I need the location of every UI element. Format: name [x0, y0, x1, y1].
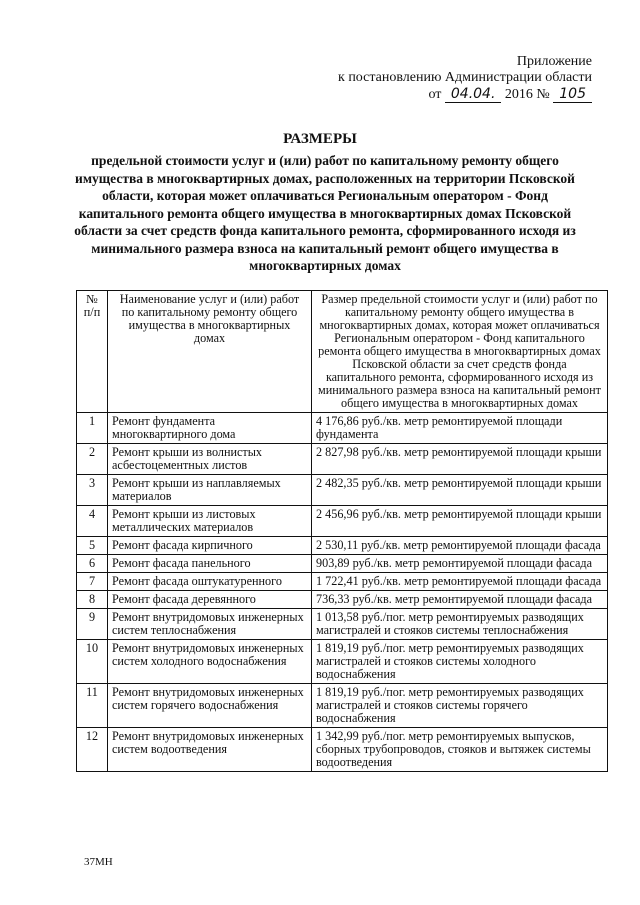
cell-name: Ремонт внутридомовых инженерных систем теплоснабжения: [108, 609, 312, 640]
year-label: 2016 №: [504, 87, 550, 102]
table-row: [77, 506, 608, 537]
cell-size: 1 819,19 руб./пог. метр ремонтируемых разводящих магистралей и стояков системы горячего водоснабжения: [312, 684, 608, 728]
cell-num: 8: [77, 591, 108, 609]
table-row: [77, 728, 608, 772]
cell-size: 1 013,58 руб./пог. метр ремонтируемых разводящих магистралей и стояков системы теплоснабжения: [312, 609, 608, 640]
cell-size: 2 827,98 руб./кв. метр ремонтируемой площади крыши: [312, 444, 608, 475]
cell-size: 736,33 руб./кв. метр ремонтируемой площади фасада: [312, 591, 608, 609]
cell-num: 7: [77, 573, 108, 591]
handwritten-date: 04.04.: [445, 86, 502, 103]
table-row: [77, 413, 608, 444]
cell-num: 12: [77, 728, 108, 772]
table-row: [77, 591, 608, 609]
table-row: [77, 444, 608, 475]
cell-num: 4: [77, 506, 108, 537]
cell-size: 4 176,86 руб./кв. метр ремонтируемой площади фундамента: [312, 413, 608, 444]
cell-name: Ремонт внутридомовых инженерных систем горячего водоснабжения: [108, 684, 312, 728]
cell-name: Ремонт фасада панельного: [108, 555, 312, 573]
cell-num: 11: [77, 684, 108, 728]
appendix-title: Приложение: [516, 54, 592, 69]
cell-num: 2: [77, 444, 108, 475]
table-row: [77, 573, 608, 591]
document-title: РАЗМЕРЫ: [283, 131, 357, 147]
date-prefix: от: [428, 87, 442, 102]
cell-num: 1: [77, 413, 108, 444]
cell-name: Ремонт крыши из волнистых асбестоцементных листов: [108, 444, 312, 475]
cell-name: Ремонт фундамента многоквартирного дома: [108, 413, 312, 444]
cell-num: 10: [77, 640, 108, 684]
cost-table: [76, 290, 608, 772]
cell-size: 1 819,19 руб./пог. метр ремонтируемых разводящих магистралей и стояков системы холодного водоснабжения: [312, 640, 608, 684]
cell-size: 2 482,35 руб./кв. метр ремонтируемой площади крыши: [312, 475, 608, 506]
cell-name: Ремонт крыши из листовых металлических материалов: [108, 506, 312, 537]
cell-size: 2 530,11 руб./кв. метр ремонтируемой площади фасада: [312, 537, 608, 555]
cell-name: Ремонт фасада деревянного: [108, 591, 312, 609]
cell-num: 6: [77, 555, 108, 573]
table-body: [77, 413, 608, 772]
header-name: Наименование услуг и (или) работ по капитальному ремонту общего имущества в многоквартирных домах: [108, 291, 312, 413]
table-header-row: [77, 291, 608, 413]
cell-size: 1 342,99 руб./пог. метр ремонтируемых выпусков, сборных трубопроводов, стояков и вытяжек системы водоотведения: [312, 728, 608, 772]
handwritten-number: 105: [553, 86, 592, 103]
table-row: [77, 609, 608, 640]
cell-num: 5: [77, 537, 108, 555]
cell-size: 1 722,41 руб./кв. метр ремонтируемой площади фасада: [312, 573, 608, 591]
cell-num: 9: [77, 609, 108, 640]
header-size: Размер предельной стоимости услуг и (или) работ по капитальному ремонту общего имущества в многоквартирных домах, которая может оплачиваться Региональным оператором - Фонд капитального ремонта общего имущества в многоквартирных домах Псковской области за счет средств фонда капитального ремонта, сформированного исходя из минимального размера взноса на капитальный ремонт общего имущества в многоквартирных домах: [312, 291, 608, 413]
cell-num: 3: [77, 475, 108, 506]
table-row: [77, 537, 608, 555]
cell-size: 903,89 руб./кв. метр ремонтируемой площади фасада: [312, 555, 608, 573]
cell-name: Ремонт крыши из наплавляемых материалов: [108, 475, 312, 506]
appendix-block: [262, 54, 592, 103]
table-row: [77, 684, 608, 728]
document-subtitle: предельной стоимости услуг и (или) работ по капитальному ремонту общего имущества в многоквартирных домах, расположенных на территории Псковской области, которая может оплачиваться Региональным оператором - Фонд капитального ремонта общего имущества в многоквартирных домах Псковской области за счет средств фонда капитального ремонта, сформированного исходя из минимального размера взноса на капитальный ремонт общего имущества в многоквартирных домах: [74, 153, 576, 273]
appendix-date-line: [262, 86, 592, 103]
table-row: [77, 555, 608, 573]
cell-name: Ремонт внутридомовых инженерных систем холодного водоснабжения: [108, 640, 312, 684]
table-row: [77, 640, 608, 684]
cell-name: Ремонт внутридомовых инженерных систем водоотведения: [108, 728, 312, 772]
header-num: № п/п: [77, 291, 108, 413]
cell-name: Ремонт фасада оштукатуренного: [108, 573, 312, 591]
table-row: [77, 475, 608, 506]
appendix-decree: к постановлению Администрации области: [338, 70, 592, 85]
footer-code: 37МН: [84, 856, 113, 868]
cell-size: 2 456,96 руб./кв. метр ремонтируемой площади крыши: [312, 506, 608, 537]
cell-name: Ремонт фасада кирпичного: [108, 537, 312, 555]
